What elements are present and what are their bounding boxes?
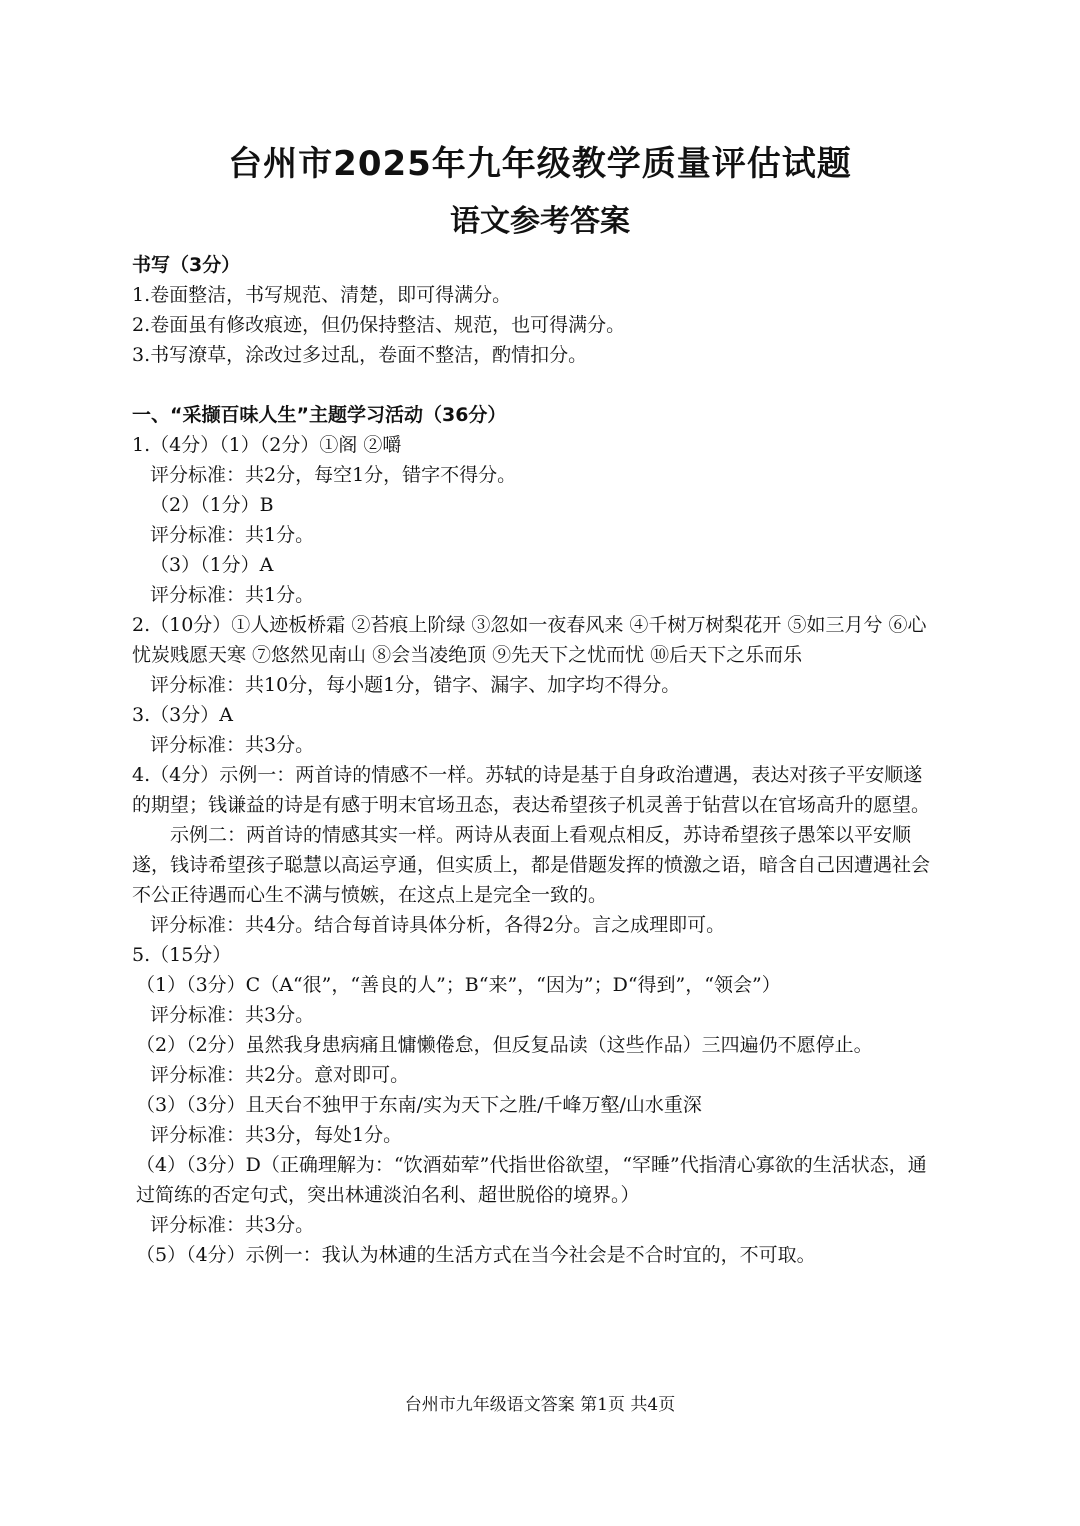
scoring-line: 评分标准：共4分。结合每首诗具体分析，各得2分。言之成理即可。 xyxy=(150,914,726,936)
scoring-line: 评分标准：共3分。 xyxy=(150,734,315,756)
answer-line: （2）（1分）B xyxy=(150,494,274,516)
scoring-line: 评分标准：共2分，每空1分，错字不得分。 xyxy=(150,464,517,486)
answer-line: 示例二：两首诗的情感其实一样。两诗从表面上看观点相反，苏诗希望孩子愚笨以平安顺遂，钱诗希望孩子聪慧以高运亨通，但实质上，都是借题发挥的愤激之语，暗含自己因遭遇社会不公正待遇而心生不满与愤嫉，在这点上是完全一致的。 xyxy=(132,824,931,906)
writing-item: 3.书写潦草，涂改过多过乱，卷面不整洁，酌情扣分。 xyxy=(132,344,588,366)
scoring-line: 评分标准：共1分。 xyxy=(150,584,315,606)
page-footer: 台州市九年级语文答案 第1页 共4页 xyxy=(404,1395,676,1415)
page-title: 台州市2025年九年级教学质量评估试题 xyxy=(228,144,852,184)
writing-item: 2.卷面虽有修改痕迹，但仍保持整洁、规范，也可得满分。 xyxy=(132,314,626,336)
scoring-line: 评分标准：共10分，每小题1分，错字、漏字、加字均不得分。 xyxy=(150,674,681,696)
scoring-line: 评分标准：共3分，每处1分。 xyxy=(150,1124,403,1146)
writing-heading: 书写（3分） xyxy=(132,254,241,276)
answer-line: （2）（2分）虽然我身患病痛且慵懒倦怠，但反复品读（这些作品）三四遍仍不愿停止。 xyxy=(136,1034,873,1056)
answer-line: 1.（4分）（1）（2分）①阁 ②嚼 xyxy=(132,434,402,456)
answer-line: 5.（15分） xyxy=(132,944,232,966)
answer-line: （4）（3分）D（正确理解为：“饮酒茹荤”代指世俗欲望，“罕睡”代指清心寡欲的生活状态，通过简练的否定句式，突出林逋淡泊名利、超世脱俗的境界。） xyxy=(136,1154,927,1206)
scoring-line: 评分标准：共1分。 xyxy=(150,524,315,546)
answer-line: （3）（1分）A xyxy=(150,554,274,576)
scoring-line: 评分标准：共2分。意对即可。 xyxy=(150,1064,410,1086)
writing-item: 1.卷面整洁，书写规范、清楚，即可得满分。 xyxy=(132,284,512,306)
answer-line: 2.（10分）①人迹板桥霜 ②苔痕上阶绿 ③忽如一夜春风来 ④千树万树梨花开 ⑤如三月兮 ⑥心忧炭贱愿天寒 ⑦悠然见南山 ⑧会当凌绝顶 ⑨先天下之忧而忧 ⑩后天下之乐而乐 xyxy=(132,614,927,666)
answer-line: 3.（3分）A xyxy=(132,704,233,726)
scoring-line: 评分标准：共3分。 xyxy=(150,1214,315,1236)
page-subtitle: 语文参考答案 xyxy=(450,204,630,239)
answer-content xyxy=(132,250,940,1270)
scoring-line: 评分标准：共3分。 xyxy=(150,1004,315,1026)
answer-line: 4.（4分）示例一：两首诗的情感不一样。苏轼的诗是基于自身政治遭遇，表达对孩子平安顺遂的期望；钱谦益的诗是有感于明末官场丑态，表达希望孩子机灵善于钻营以在官场高升的愿望。 xyxy=(132,764,931,816)
section1-heading: 一、“采撷百味人生”主题学习活动（36分） xyxy=(132,404,507,426)
answer-line: （5）（4分）示例一：我认为林逋的生活方式在当今社会是不合时宜的，不可取。 xyxy=(136,1244,816,1266)
answer-line: （1）（3分）C（A“很”，“善良的人”；B“来”，“因为”；D“得到”，“领会”） xyxy=(136,974,781,996)
answer-line: （3）（3分）且天台不独甲于东南/实为天下之胜/千峰万壑/山水重深 xyxy=(136,1094,702,1116)
